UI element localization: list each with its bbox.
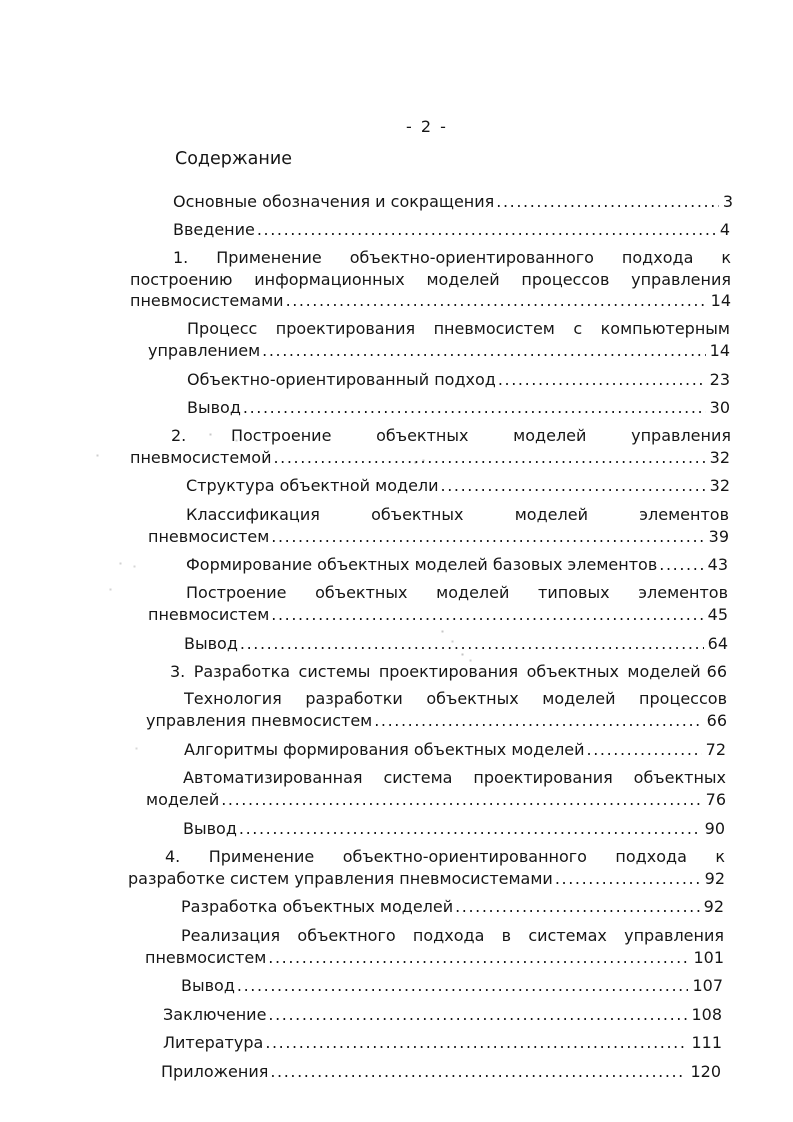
toc-entry-title: пневмосистем — [148, 605, 270, 624]
toc-heading: Содержание — [175, 149, 292, 169]
toc-entry-title: Заключение — [163, 1005, 267, 1024]
toc-entry-title: Вывод — [181, 976, 235, 995]
toc-entry-title: Вывод — [184, 634, 238, 653]
toc-page-number: 101 — [693, 948, 724, 967]
toc-entry — [173, 192, 733, 212]
toc-entry-title-line: построению информационных моделей процессов управления — [130, 270, 731, 289]
dot-leader — [498, 370, 706, 390]
toc-entry-title: пневмосистем — [148, 527, 270, 546]
toc-page-number: 120 — [690, 1062, 721, 1081]
toc-page-number: 111 — [691, 1033, 722, 1052]
dot-leader — [237, 976, 689, 996]
toc-page-number: 32 — [709, 476, 730, 495]
toc-page-number: 76 — [705, 790, 726, 809]
toc-page-number: 39 — [708, 527, 729, 546]
toc-page-number: 108 — [691, 1005, 722, 1024]
toc-entry-title: Алгоритмы формирования объектных моделей — [184, 740, 585, 759]
toc-entry-title-line: 2. Построение объектных моделей управления — [171, 426, 731, 445]
toc-entry-title-line: Реализация объектного подхода в системах управления — [181, 926, 724, 945]
toc-entry — [181, 897, 724, 917]
toc-entry-last-line — [128, 869, 725, 889]
dot-leader — [271, 605, 703, 625]
toc-entry-title: пневмосистемой — [130, 448, 272, 467]
toc-entry-title: Объектно-ориентированный подход — [187, 370, 496, 389]
toc-entry — [187, 398, 730, 418]
toc-entry — [163, 1033, 722, 1053]
toc-page-number: 92 — [704, 869, 725, 888]
toc-page-number: 23 — [709, 370, 730, 389]
dot-leader — [265, 1033, 687, 1053]
toc-entry-last-line — [148, 341, 730, 361]
dot-leader — [441, 476, 706, 496]
toc-entry — [181, 976, 723, 996]
dot-leader — [268, 948, 689, 968]
dot-leader — [659, 555, 703, 575]
toc-entry-last-line — [146, 711, 727, 731]
toc-page-number: 30 — [709, 398, 730, 417]
toc-entry-title-line: Автоматизированная система проектирования объектных — [183, 768, 726, 787]
toc-entry-title: Вывод — [183, 819, 237, 838]
toc-entry-last-line — [146, 790, 726, 810]
toc-page-number: 66 — [706, 662, 727, 681]
toc-entry-last-line — [130, 448, 730, 468]
toc-entry — [163, 1005, 722, 1025]
toc-entry — [184, 740, 726, 760]
toc-entry — [161, 1062, 721, 1082]
dot-leader — [587, 740, 702, 760]
toc-entry-title: Литература — [163, 1033, 264, 1052]
toc-entry-title: 3. Разработка системы проектирования объектных моделей — [170, 662, 701, 681]
toc-entry-title: Вывод — [187, 398, 241, 417]
toc-entry-title: пневмосистемами — [130, 291, 284, 310]
toc-page-number: 14 — [709, 341, 730, 360]
toc-page-number: 66 — [706, 711, 727, 730]
toc-page-number: 72 — [705, 740, 726, 759]
toc-entry-title: пневмосистем — [145, 948, 267, 967]
dot-leader — [270, 1062, 686, 1082]
toc-entry — [170, 662, 727, 682]
toc-entry-title-line: 1. Применение объектно-ориентированного подхода к — [173, 248, 731, 267]
toc-entry-last-line — [130, 291, 731, 311]
dot-leader — [555, 869, 701, 889]
toc-page-number: 107 — [692, 976, 723, 995]
toc-entry — [187, 370, 730, 390]
dot-leader — [271, 527, 704, 547]
toc-page-number: 64 — [707, 634, 728, 653]
toc-entry-title: разработке систем управления пневмосистемами — [128, 869, 553, 888]
toc-entry-title: Структура объектной модели — [186, 476, 439, 495]
toc-entry-title: Разработка объектных моделей — [181, 897, 454, 916]
toc-entry-title-line: Процесс проектирования пневмосистем с компьютерным — [187, 319, 730, 338]
toc-entry-title: Формирование объектных моделей базовых элементов — [186, 555, 658, 574]
toc-page-number: 14 — [710, 291, 731, 310]
dot-leader — [257, 220, 716, 240]
dot-leader — [455, 897, 700, 917]
toc-page-number: 43 — [707, 555, 728, 574]
dot-leader — [374, 711, 702, 731]
toc-entry-title-line: Классификация объектных моделей элементов — [186, 505, 729, 524]
toc-entry-last-line — [148, 527, 729, 547]
toc-page-number: 45 — [707, 605, 728, 624]
dot-leader — [496, 192, 719, 212]
dot-leader — [268, 1005, 687, 1025]
scan-noise — [0, 0, 1, 1]
toc-entry-title: Основные обозначения и сокращения — [173, 192, 495, 211]
toc-page-number: 3 — [722, 192, 733, 211]
toc-entry — [184, 634, 728, 654]
dot-leader — [221, 790, 701, 810]
toc-page-number: 4 — [719, 220, 730, 239]
dot-leader — [243, 398, 706, 418]
toc-page-number: 90 — [704, 819, 725, 838]
toc-entry — [186, 476, 730, 496]
dot-leader — [273, 448, 705, 468]
dot-leader — [262, 341, 705, 361]
toc-entry-title-line: 4. Применение объектно-ориентированного подхода к — [165, 847, 725, 866]
toc-page-number: 92 — [703, 897, 724, 916]
dot-leader — [286, 291, 707, 311]
dot-leader — [240, 634, 704, 654]
dot-leader — [239, 819, 701, 839]
toc-page-number: 32 — [709, 448, 730, 467]
toc-entry — [186, 555, 728, 575]
toc-entry-title: моделей — [146, 790, 220, 809]
toc-entry-title: управления пневмосистем — [146, 711, 373, 730]
toc-entry-title-line: Технология разработки объектных моделей процессов — [184, 689, 727, 708]
toc-entry-last-line — [148, 605, 728, 625]
toc-entry-last-line — [145, 948, 724, 968]
toc-entry-title: Приложения — [161, 1062, 269, 1081]
toc-entry-title: Введение — [173, 220, 255, 239]
toc-entry — [183, 819, 725, 839]
toc-entry-title: управлением — [148, 341, 261, 360]
page-number: - 2 - — [406, 117, 446, 136]
toc-entry — [173, 220, 730, 240]
toc-entry-title-line: Построение объектных моделей типовых элементов — [186, 583, 728, 602]
